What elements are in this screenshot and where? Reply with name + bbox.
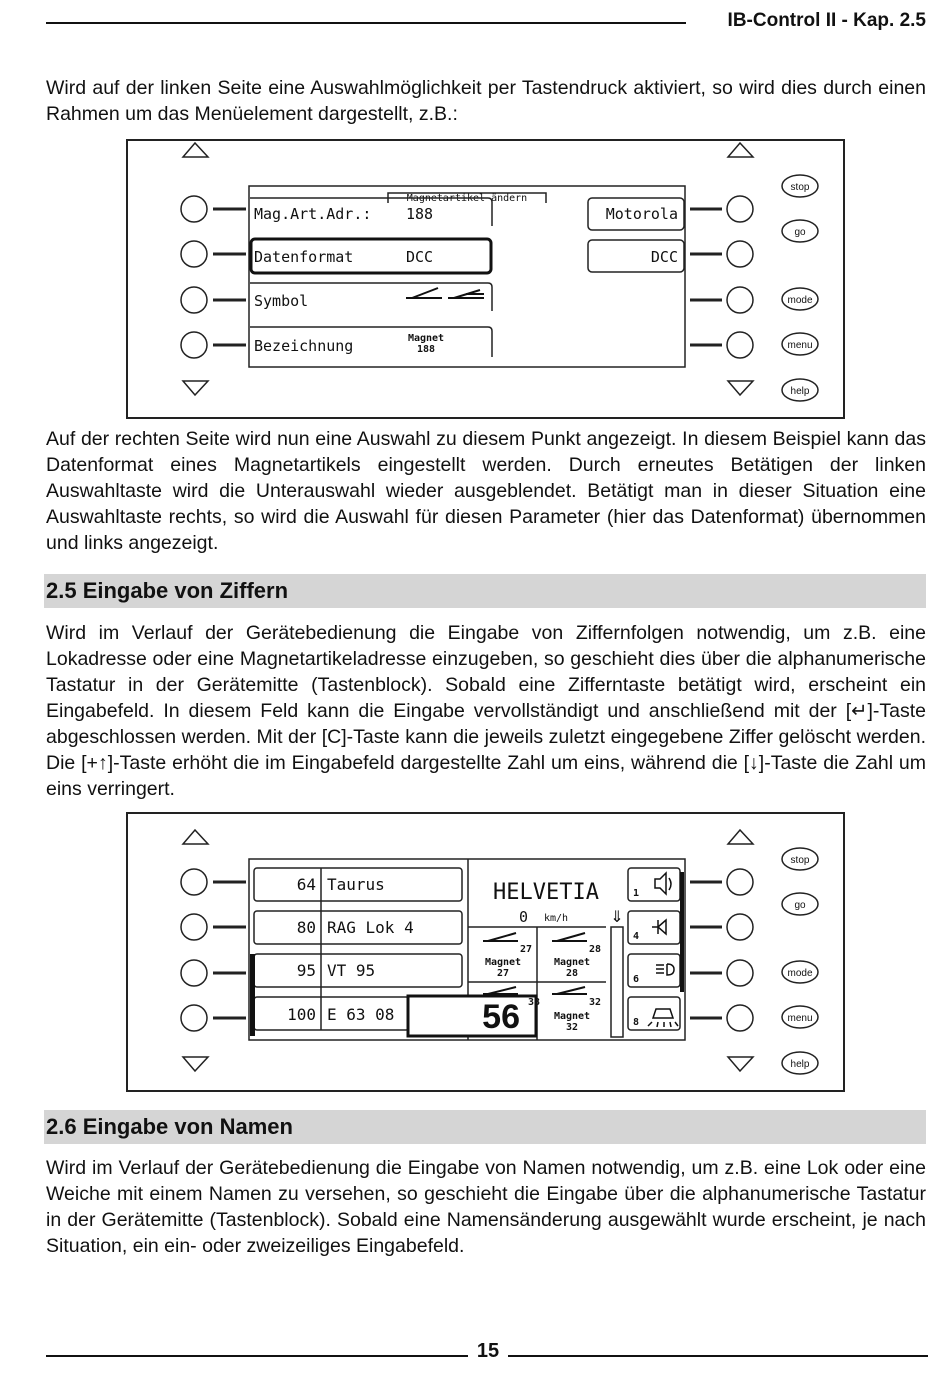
softkey-right-1[interactable]	[727, 196, 753, 222]
softkey-left-2[interactable]	[181, 914, 207, 940]
arrow-up-right-icon[interactable]	[728, 830, 753, 844]
function-num-6: 6	[633, 974, 640, 985]
go-label: go	[794, 227, 806, 238]
arrow-down-left-icon[interactable]	[183, 1057, 208, 1071]
menu-label: menu	[787, 340, 813, 351]
loco-addr-3: 95	[296, 961, 316, 980]
speed-unit: km/h	[544, 913, 569, 924]
softkey-right-3[interactable]	[727, 287, 753, 313]
footer-rule-right	[508, 1355, 928, 1357]
softkey-right-3[interactable]	[727, 960, 753, 986]
loco-addr-1: 64	[296, 875, 316, 894]
loco-addr-2: 80	[296, 918, 316, 937]
magnet-num-38: 38	[527, 997, 540, 1008]
device-figure-1	[126, 139, 845, 419]
function-num-1: 1	[633, 888, 640, 899]
stop-label: stop	[790, 855, 810, 866]
loco-name-4: E 63 08	[327, 1005, 395, 1024]
softkey-right-4[interactable]	[727, 332, 753, 358]
function-num-4: 4	[633, 931, 640, 942]
magnet-sub-28: 28	[565, 968, 579, 979]
magnet-num-28: 28	[588, 944, 601, 955]
magnet-sub-27: 27	[496, 968, 510, 979]
softkey-left-1[interactable]	[181, 869, 207, 895]
loco-name-1: Taurus	[327, 875, 385, 894]
loco-name-display: HELVETIA	[493, 880, 599, 905]
menu-label-name: Bezeichnung	[254, 337, 354, 355]
arrow-up-left-icon[interactable]	[183, 143, 208, 157]
paragraph-names: Wird im Verlauf der Gerätebedienung die Eingabe von Namen notwendig, um z.B. eine Lok oder eine Weiche mit einem Namen zu versehen, so geschieht die Eingabe über die alphanumerische Tastatur in der Gerätemitte (Tastenblock). Sobald eine Namensänderung ausgewählt wurde erscheint, je nach Situation, ein ein- oder zweizeiliges Eingabefeld.	[46, 1157, 926, 1257]
softkey-right-2[interactable]	[727, 241, 753, 267]
softkey-left-1[interactable]	[181, 196, 207, 222]
list-scrollbar[interactable]	[250, 954, 255, 1036]
loco-name-2: RAG Lok 4	[327, 918, 414, 937]
magnet-label-27: Magnet	[484, 957, 522, 968]
device-figure-2	[126, 812, 845, 1092]
help-label: help	[790, 1059, 810, 1070]
choice-dcc-label: DCC	[650, 248, 678, 266]
menu-value-name-1: Magnet	[407, 333, 445, 344]
paragraph-intro: Wird auf der linken Seite eine Auswahlmöglichkeit per Tastendruck aktiviert, so wird dies durch einen Rahmen um das Menüelement dargestellt, z.B.:	[46, 77, 926, 125]
magnet-num-32: 32	[588, 997, 601, 1008]
paragraph-digits: Wird im Verlauf der Gerätebedienung die Eingabe von Ziffernfolgen notwendig, um z.B. eine Lokadresse oder eine Magnetartikeladresse einzugeben, so geschieht dies über die alphanumerische Tastatur in der Gerätemitte (Tastenblock). Sobald eine Zifferntaste betätigt wird, erscheint ein Eingabefeld. In diesem Feld kann die Eingabe vervollständigt und anschließend mit der [↵]-Taste abgeschlossen werden. Mit der [C]-Taste kann die jeweils zuletzt eingegebene Ziffer gelöscht werden. Die [+↑]-Taste erhöht die im Eingabefeld dargestellte Zahl um eins, während die [↓]-Taste die Zahl um eins verringert.	[46, 622, 926, 800]
softkey-left-4[interactable]	[181, 332, 207, 358]
arrow-up-left-icon[interactable]	[183, 830, 208, 844]
softkey-left-2[interactable]	[181, 241, 207, 267]
menu-label-format: Datenformat	[254, 248, 354, 266]
arrow-down-right-icon[interactable]	[728, 381, 753, 395]
softkey-left-3[interactable]	[181, 287, 207, 313]
header-title: IB-Control II - Kap. 2.5	[727, 10, 926, 31]
arrow-down-left-icon[interactable]	[183, 381, 208, 395]
magnet-label-32: Magnet	[553, 1011, 591, 1022]
function-num-8: 8	[633, 1017, 640, 1028]
paragraph-selection: Auf der rechten Seite wird nun eine Auswahl zu diesem Punkt angezeigt. In diesem Beispiel kann das Datenformat eines Magnetartikels eingestellt werden. Durch erneutes Betätigen der linken Auswahltaste wird die Unterauswahl wieder ausgeblendet. Betätigt man in dieser Situation eine Auswahltaste rechts, so wird die Auswahl für diesen Parameter (hier das Datenformat) übernommen und links angezeigt.	[46, 428, 926, 554]
page-number: 15	[476, 1340, 500, 1362]
loco-name-3: VT 95	[327, 961, 376, 980]
menu-value-name-2: 188	[416, 344, 436, 355]
softkey-right-1[interactable]	[727, 869, 753, 895]
lcd-title: Magnetartikel ändern	[406, 193, 528, 204]
arrow-down-right-icon[interactable]	[728, 1057, 753, 1071]
choice-motorola-label: Motorola	[605, 205, 678, 223]
direction-down-icon: ⇓	[610, 907, 624, 926]
menu-label-address: Mag.Art.Adr.:	[254, 205, 372, 223]
loco-addr-4: 100	[287, 1005, 316, 1024]
softkey-left-4[interactable]	[181, 1005, 207, 1031]
menu-label: menu	[787, 1013, 813, 1024]
help-label: help	[790, 386, 810, 397]
magnet-label-28: Magnet	[553, 957, 591, 968]
go-label: go	[794, 900, 806, 911]
softkey-right-2[interactable]	[727, 914, 753, 940]
softkey-left-3[interactable]	[181, 960, 207, 986]
mode-label: mode	[787, 968, 813, 979]
function-scrollbar[interactable]	[680, 872, 684, 992]
header-rule	[46, 22, 686, 24]
section-heading-2-5: 2.5 Eingabe von Ziffern	[44, 574, 926, 608]
arrow-up-right-icon[interactable]	[728, 143, 753, 157]
softkey-right-4[interactable]	[727, 1005, 753, 1031]
stop-label: stop	[790, 182, 810, 193]
number-input-value: 56	[482, 998, 520, 1036]
menu-value-address: 188	[406, 205, 434, 223]
menu-value-format: DCC	[406, 248, 434, 266]
menu-label-symbol: Symbol	[254, 292, 309, 310]
magnet-sub-32: 32	[565, 1022, 579, 1033]
section-heading-2-6: 2.6 Eingabe von Namen	[44, 1110, 926, 1144]
magnet-num-27: 27	[519, 944, 532, 955]
mode-label: mode	[787, 295, 813, 306]
speed-value: 0	[518, 908, 528, 926]
